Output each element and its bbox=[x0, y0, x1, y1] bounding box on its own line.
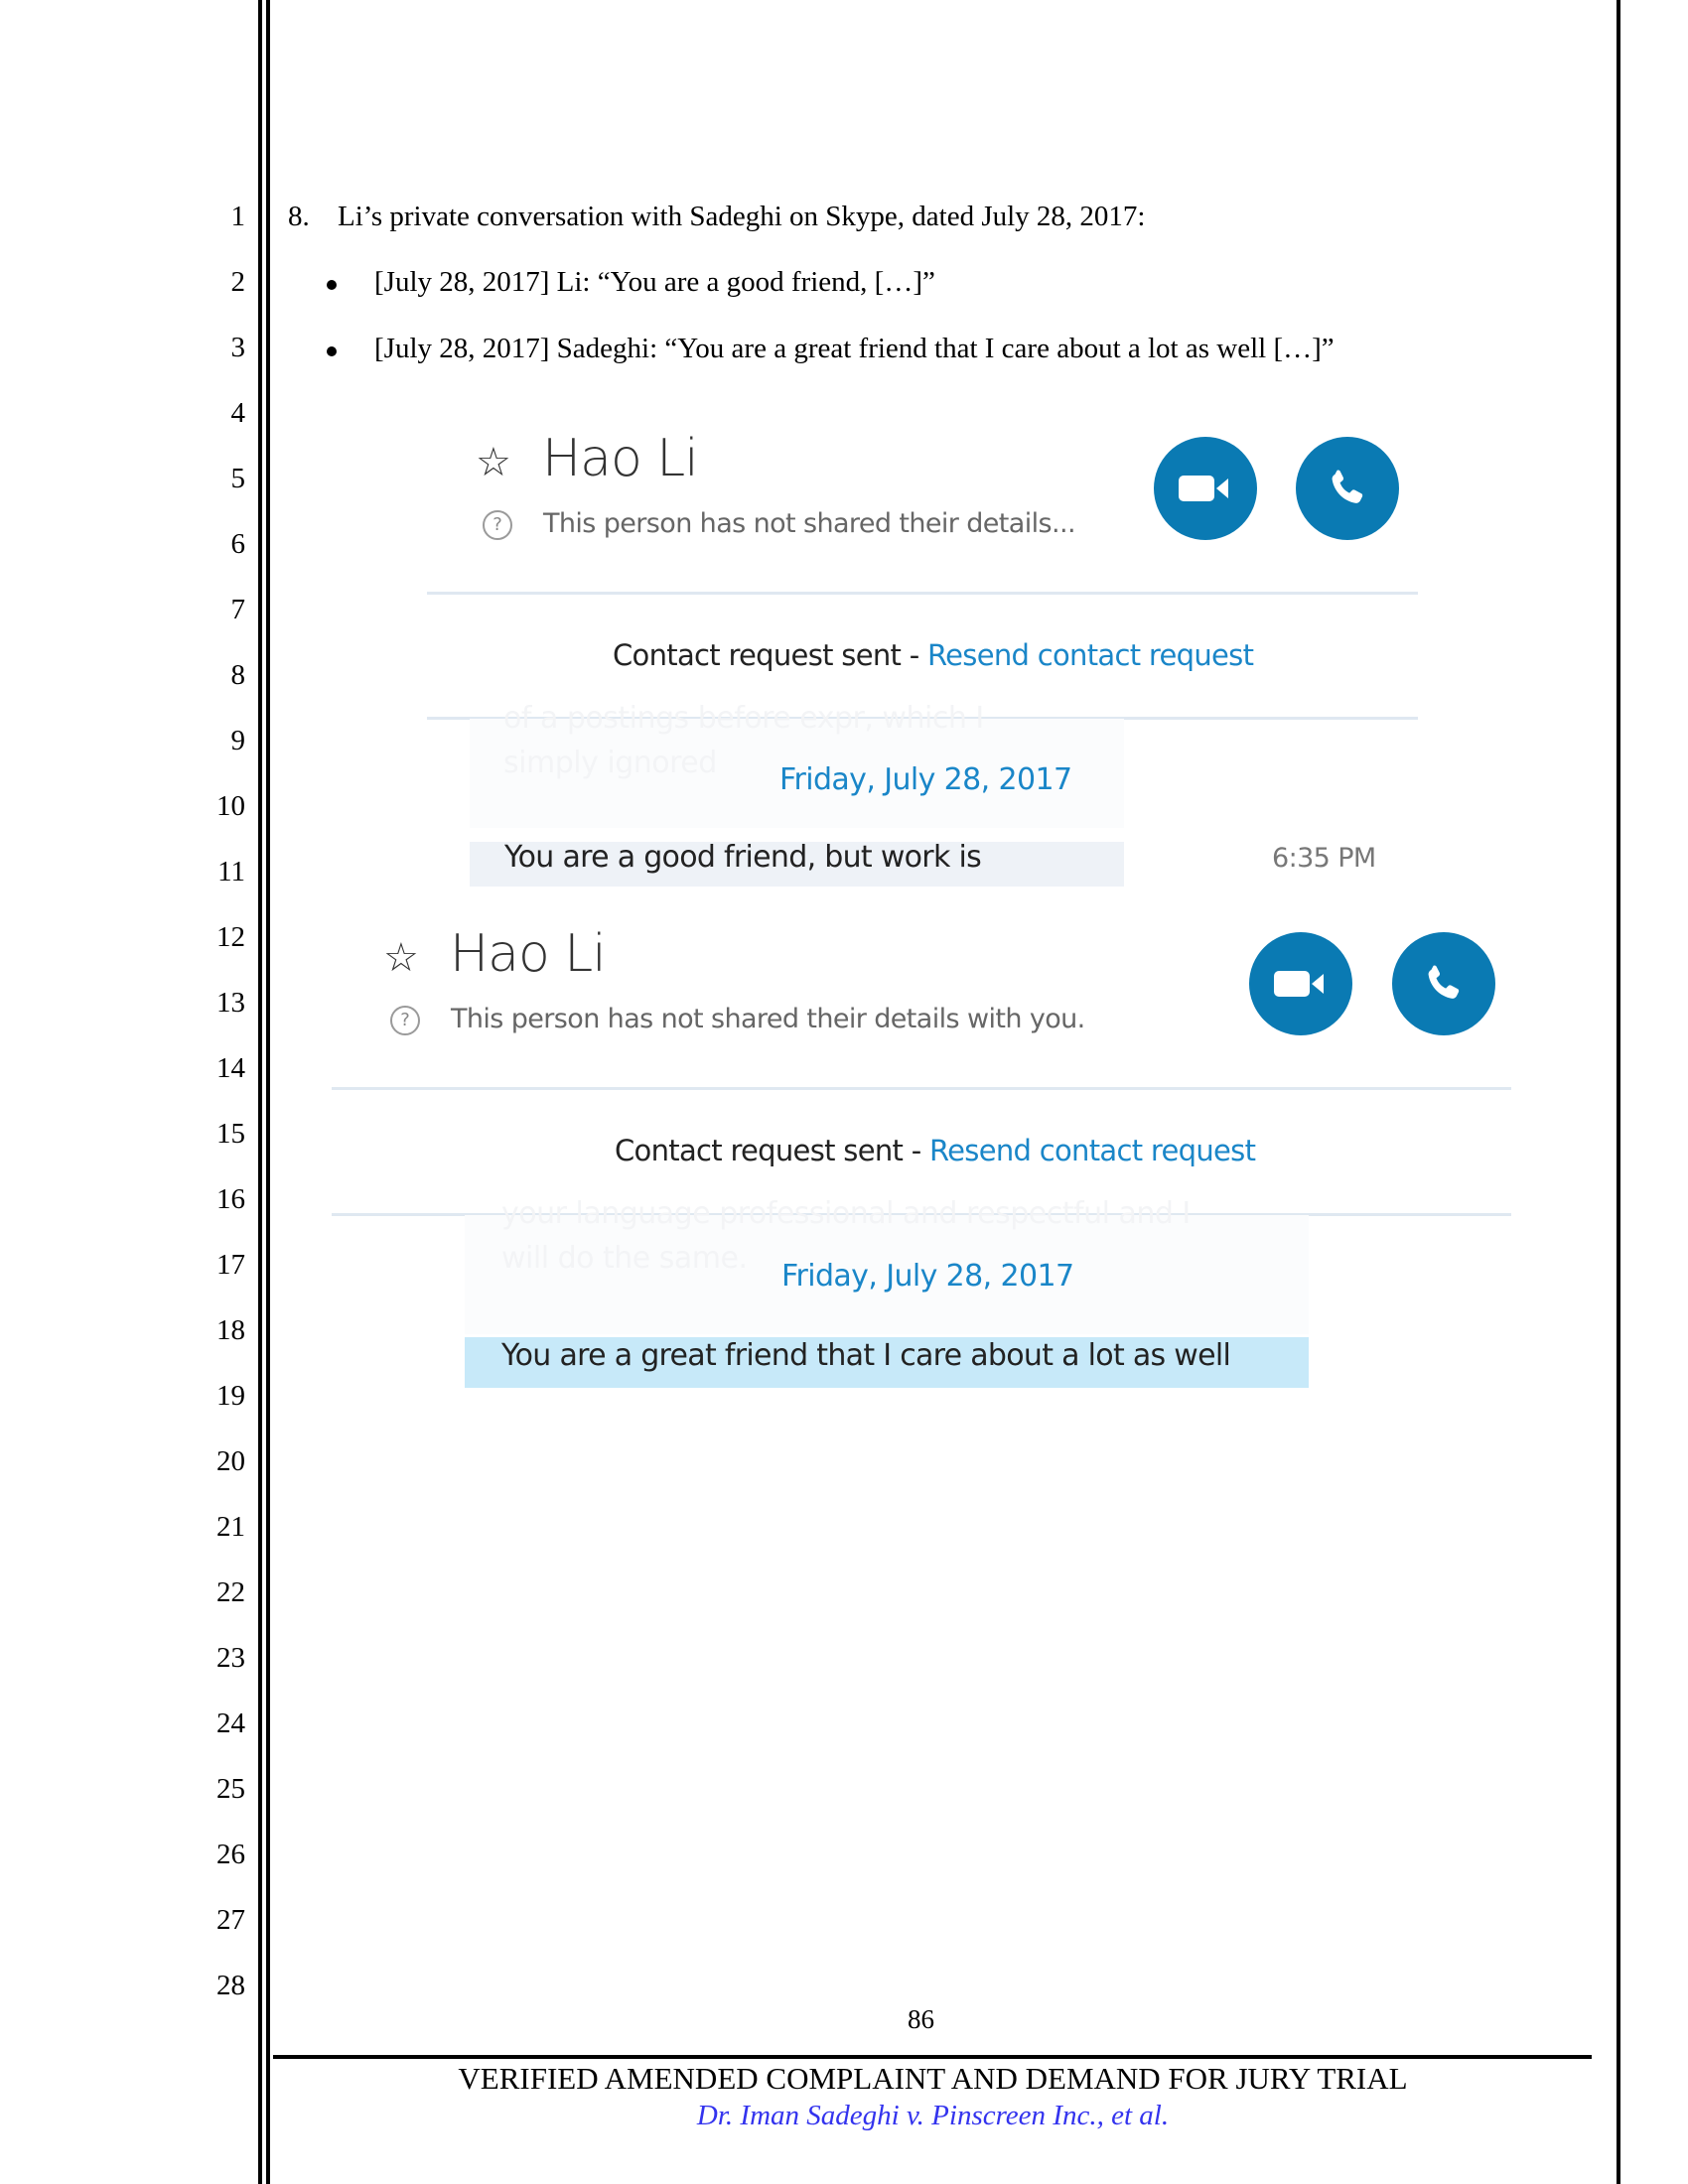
video-camera-icon bbox=[1179, 474, 1232, 503]
line-number: 4 bbox=[230, 397, 245, 429]
line-number: 20 bbox=[216, 1445, 245, 1477]
line-number: 23 bbox=[216, 1642, 245, 1674]
line-number: 6 bbox=[230, 528, 245, 560]
line-number: 26 bbox=[216, 1839, 245, 1870]
contact-request-status bbox=[615, 1134, 1255, 1167]
page-number: 86 bbox=[908, 2004, 934, 2034]
faded-message-text: your language professional and respectful and I bbox=[501, 1196, 1191, 1231]
phone-icon bbox=[1325, 466, 1370, 511]
audio-call-button[interactable] bbox=[1392, 932, 1495, 1035]
date-separator: Friday, July 28, 2017 bbox=[781, 1259, 1074, 1294]
bullet-dot bbox=[327, 280, 337, 290]
line-number: 17 bbox=[216, 1249, 245, 1281]
line-number: 2 bbox=[230, 266, 245, 298]
line-number: 3 bbox=[230, 332, 245, 363]
header-divider bbox=[332, 1087, 1511, 1090]
video-camera-icon bbox=[1274, 969, 1328, 999]
right-margin-rule bbox=[1617, 0, 1620, 2184]
line-number: 8 bbox=[230, 659, 245, 691]
line-number: 21 bbox=[216, 1511, 245, 1543]
left-margin-rule-outer bbox=[258, 0, 262, 2184]
line-number: 10 bbox=[216, 790, 245, 822]
video-call-button[interactable] bbox=[1154, 437, 1257, 540]
contact-request-status bbox=[613, 638, 1253, 672]
date-separator: Friday, July 28, 2017 bbox=[779, 762, 1072, 797]
video-call-button[interactable] bbox=[1249, 932, 1352, 1035]
faded-message-text: will do the same. bbox=[501, 1241, 748, 1276]
contact-request-sent-label: Contact request sent - bbox=[615, 1134, 930, 1167]
footer-case-caption: Dr. Iman Sadeghi v. Pinscreen Inc., et al. bbox=[696, 2100, 1170, 2131]
faded-message-text: simply ignored bbox=[503, 746, 717, 780]
footer-document-title: VERIFIED AMENDED COMPLAINT AND DEMAND FOR JURY TRIAL bbox=[458, 2061, 1408, 2096]
line-number: 9 bbox=[230, 725, 245, 756]
line-number: 16 bbox=[216, 1183, 245, 1215]
question-icon: ? bbox=[483, 510, 512, 540]
line-number: 27 bbox=[216, 1904, 245, 1936]
line-number: 25 bbox=[216, 1773, 245, 1805]
favorite-star-icon[interactable]: ☆ bbox=[383, 935, 419, 981]
line-number: 7 bbox=[230, 594, 245, 625]
audio-call-button[interactable] bbox=[1296, 437, 1399, 540]
message-text: You are a good friend, but work is bbox=[504, 840, 982, 875]
line-number: 24 bbox=[216, 1707, 245, 1739]
line-number: 14 bbox=[216, 1052, 245, 1084]
resend-contact-request-link[interactable]: Resend contact request bbox=[927, 638, 1254, 672]
contact-details-text: This person has not shared their details... bbox=[543, 508, 1075, 539]
item-number: 8. bbox=[288, 201, 310, 232]
section-heading: Li’s private conversation with Sadeghi on Skype, dated July 28, 2017: bbox=[338, 201, 1146, 232]
faded-message-text: of a postings before expr, which I bbox=[503, 701, 984, 736]
message-text: You are a great friend that I care about a lot as well bbox=[501, 1338, 1231, 1373]
line-number: 19 bbox=[216, 1380, 245, 1412]
line-number: 28 bbox=[216, 1970, 245, 2001]
contact-request-sent-label: Contact request sent - bbox=[613, 638, 928, 672]
line-number: 13 bbox=[216, 987, 245, 1019]
left-margin-rule-inner bbox=[266, 0, 270, 2184]
header-divider bbox=[427, 592, 1418, 595]
contact-name: Hao Li bbox=[542, 429, 698, 488]
line-number: 5 bbox=[230, 463, 245, 494]
line-number: 22 bbox=[216, 1576, 245, 1608]
line-number: 11 bbox=[217, 856, 245, 887]
message-timestamp: 6:35 PM bbox=[1272, 843, 1376, 874]
question-icon: ? bbox=[390, 1006, 420, 1035]
line-number: 12 bbox=[216, 921, 245, 953]
footer-rule bbox=[273, 2055, 1592, 2059]
line-number: 18 bbox=[216, 1314, 245, 1346]
contact-details-text: This person has not shared their details with you. bbox=[451, 1004, 1085, 1034]
resend-contact-request-link[interactable]: Resend contact request bbox=[929, 1134, 1256, 1167]
phone-icon bbox=[1421, 961, 1467, 1007]
line-number: 1 bbox=[230, 201, 245, 232]
bullet-item-sadeghi: [July 28, 2017] Sadeghi: “You are a great friend that I care about a lot as well […]” bbox=[374, 333, 1335, 364]
bullet-dot bbox=[327, 346, 337, 356]
contact-name: Hao Li bbox=[450, 924, 606, 984]
favorite-star-icon[interactable]: ☆ bbox=[476, 440, 511, 485]
line-number: 15 bbox=[216, 1118, 245, 1150]
bullet-item-li: [July 28, 2017] Li: “You are a good friend, […]” bbox=[374, 266, 935, 298]
